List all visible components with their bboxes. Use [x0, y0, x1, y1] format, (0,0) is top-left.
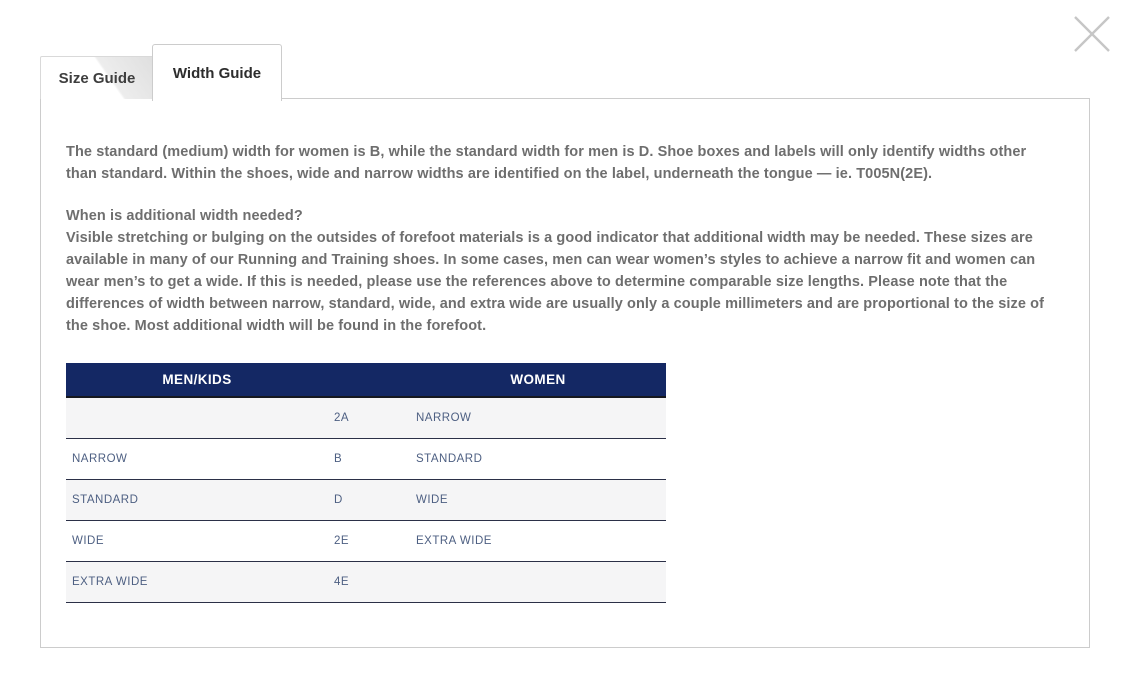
close-icon[interactable]: [1070, 12, 1114, 56]
table-row: [66, 439, 666, 480]
tab-width-guide[interactable]: [152, 44, 282, 101]
table-cell: 2E: [334, 535, 350, 547]
table-row: [66, 398, 666, 439]
header-women: WOMEN: [510, 372, 566, 387]
table-cell: EXTRA WIDE: [416, 535, 492, 547]
table-cell: NARROW: [72, 453, 128, 465]
table-cell: WIDE: [72, 535, 105, 547]
width-table: [66, 363, 666, 603]
header-men-kids: MEN/KIDS: [162, 372, 232, 387]
table-cell: STANDARD: [72, 494, 139, 506]
table-cell: D: [334, 494, 343, 506]
width-table-header: [66, 363, 666, 398]
table-cell: STANDARD: [416, 453, 483, 465]
guide-tab-bar: [40, 44, 282, 101]
tab-width-guide-label: Width Guide: [172, 64, 262, 82]
table-cell: B: [334, 453, 343, 465]
table-cell: 2A: [334, 412, 350, 424]
table-cell: NARROW: [416, 412, 472, 424]
width-guide-panel: [40, 98, 1090, 648]
tab-size-guide[interactable]: [40, 56, 154, 99]
table-row: [66, 562, 666, 603]
additional-width-paragraph: Visible stretching or bulging on the outsides of forefoot materials is a good indicator that additional width may be needed. These sizes are available in many of our Running and Training shoes. In some cases, men can wear women’s styles to achieve a narrow fit and women can wear men’s to get a wide. If this is needed, please use the references above to determine comparable size lengths. Please note that the differences of width between narrow, standard, wide, and extra wide are usually only a couple millimeters and are proportional to the size of the shoe. Most additional width will be found in the forefoot.: [66, 230, 1045, 334]
table-cell: EXTRA WIDE: [72, 576, 148, 588]
table-cell: 4E: [334, 576, 350, 588]
table-cell: WIDE: [416, 494, 449, 506]
additional-width-question: When is additional width needed?: [66, 208, 303, 224]
table-row: [66, 480, 666, 521]
table-row: [66, 521, 666, 562]
tab-size-guide-label: Size Guide: [58, 69, 136, 87]
intro-paragraph: The standard (medium) width for women is B, while the standard width for men is D. Shoe boxes and labels will only identify widths other than standard. Within the shoes, wide and narrow widths are identified on the label, underneath the tongue — ie. T005N(2E).: [66, 144, 1027, 182]
